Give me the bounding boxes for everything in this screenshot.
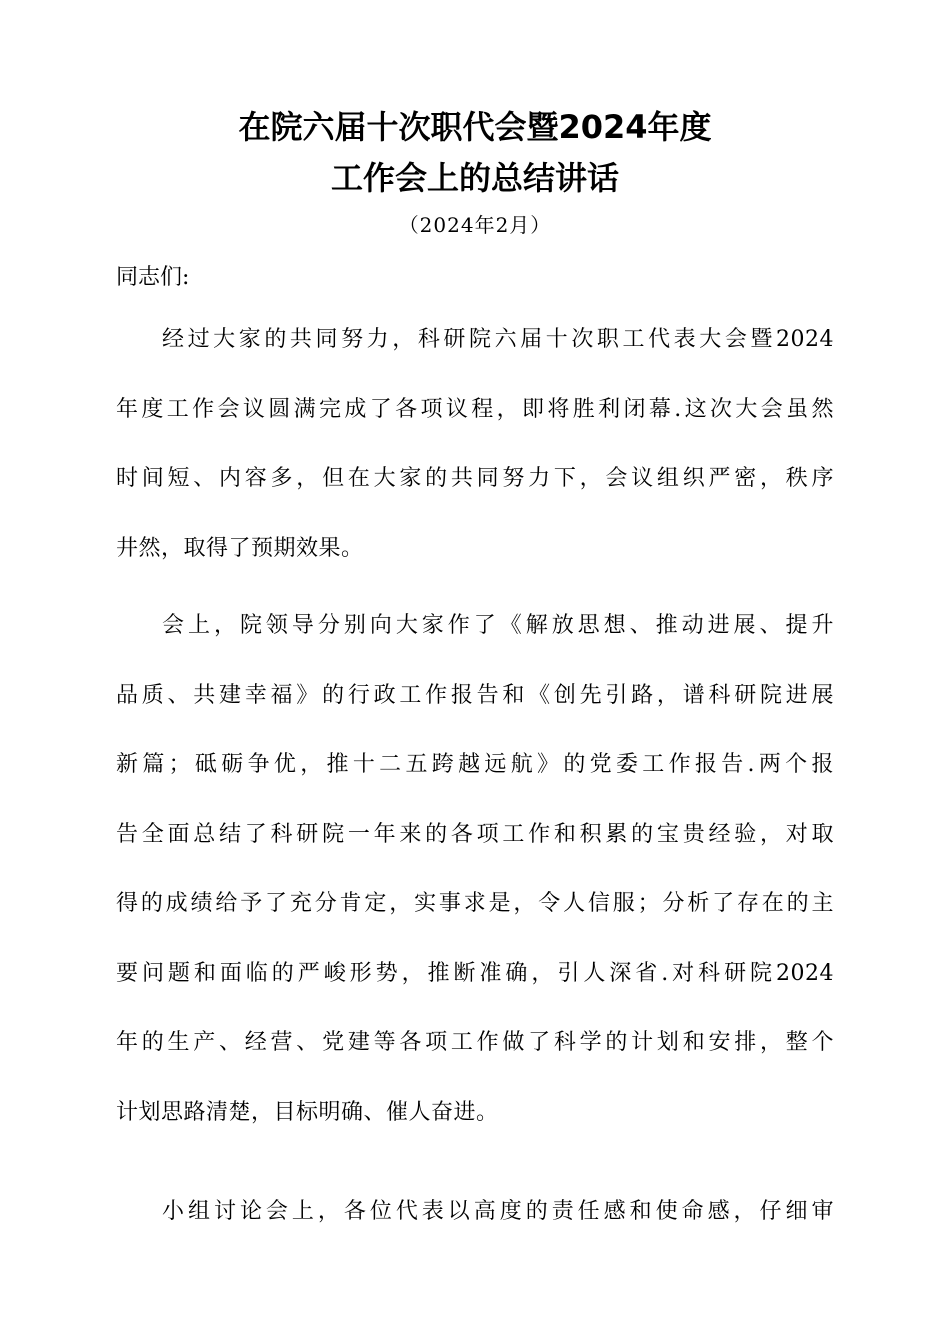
document-title-line-1: 在院六届十次职代会暨2024年度 xyxy=(238,108,712,146)
paragraph-line: 年的生产、经营、党建等各项工作做了科学的计划和安排，整个 xyxy=(116,1030,834,1055)
document-date: （2024年2月） xyxy=(398,213,552,237)
paragraph-line: 时间短、内容多，但在大家的共同努力下，会议组织严密，秩序 xyxy=(116,466,834,491)
paragraph-line: 计划思路清楚，目标明确、催人奋进。 xyxy=(116,1099,499,1125)
paragraph-line: 告全面总结了科研院一年来的各项工作和积累的宝贵经验，对取 xyxy=(116,821,834,847)
paragraph-line: 井然，取得了预期效果。 xyxy=(116,535,364,561)
paragraph-line: 得的成绩给予了充分肯定，实事求是，令人信服；分析了存在的主 xyxy=(116,891,834,916)
paragraph-line: 会上，院领导分别向大家作了《解放思想、推动进展、提升 xyxy=(162,613,834,638)
document-title-line-2: 工作会上的总结讲话 xyxy=(330,159,619,197)
paragraph-line: 品质、共建幸福》的行政工作报告和《创先引路，谱科研院进展 xyxy=(116,682,834,708)
paragraph-line: 经过大家的共同努力，科研院六届十次职工代表大会暨2024 xyxy=(162,327,834,352)
paragraph-2 xyxy=(116,610,834,1166)
paragraph-line: 要问题和面临的严峻形势，推断准确，引人深省.对科研院2024 xyxy=(116,960,834,986)
paragraph-line: 小组讨论会上，各位代表以高度的责任感和使命感，仔细审 xyxy=(162,1199,834,1224)
paragraph-1 xyxy=(116,324,834,602)
paragraph-3 xyxy=(116,1196,834,1266)
paragraph-line: 年度工作会议圆满完成了各项议程，即将胜利闭幕.这次大会虽然 xyxy=(116,396,834,422)
paragraph-line: 新篇；砥砺争优，推十二五跨越远航》的党委工作报告.两个报 xyxy=(116,752,834,777)
salutation: 同志们: xyxy=(116,265,190,290)
